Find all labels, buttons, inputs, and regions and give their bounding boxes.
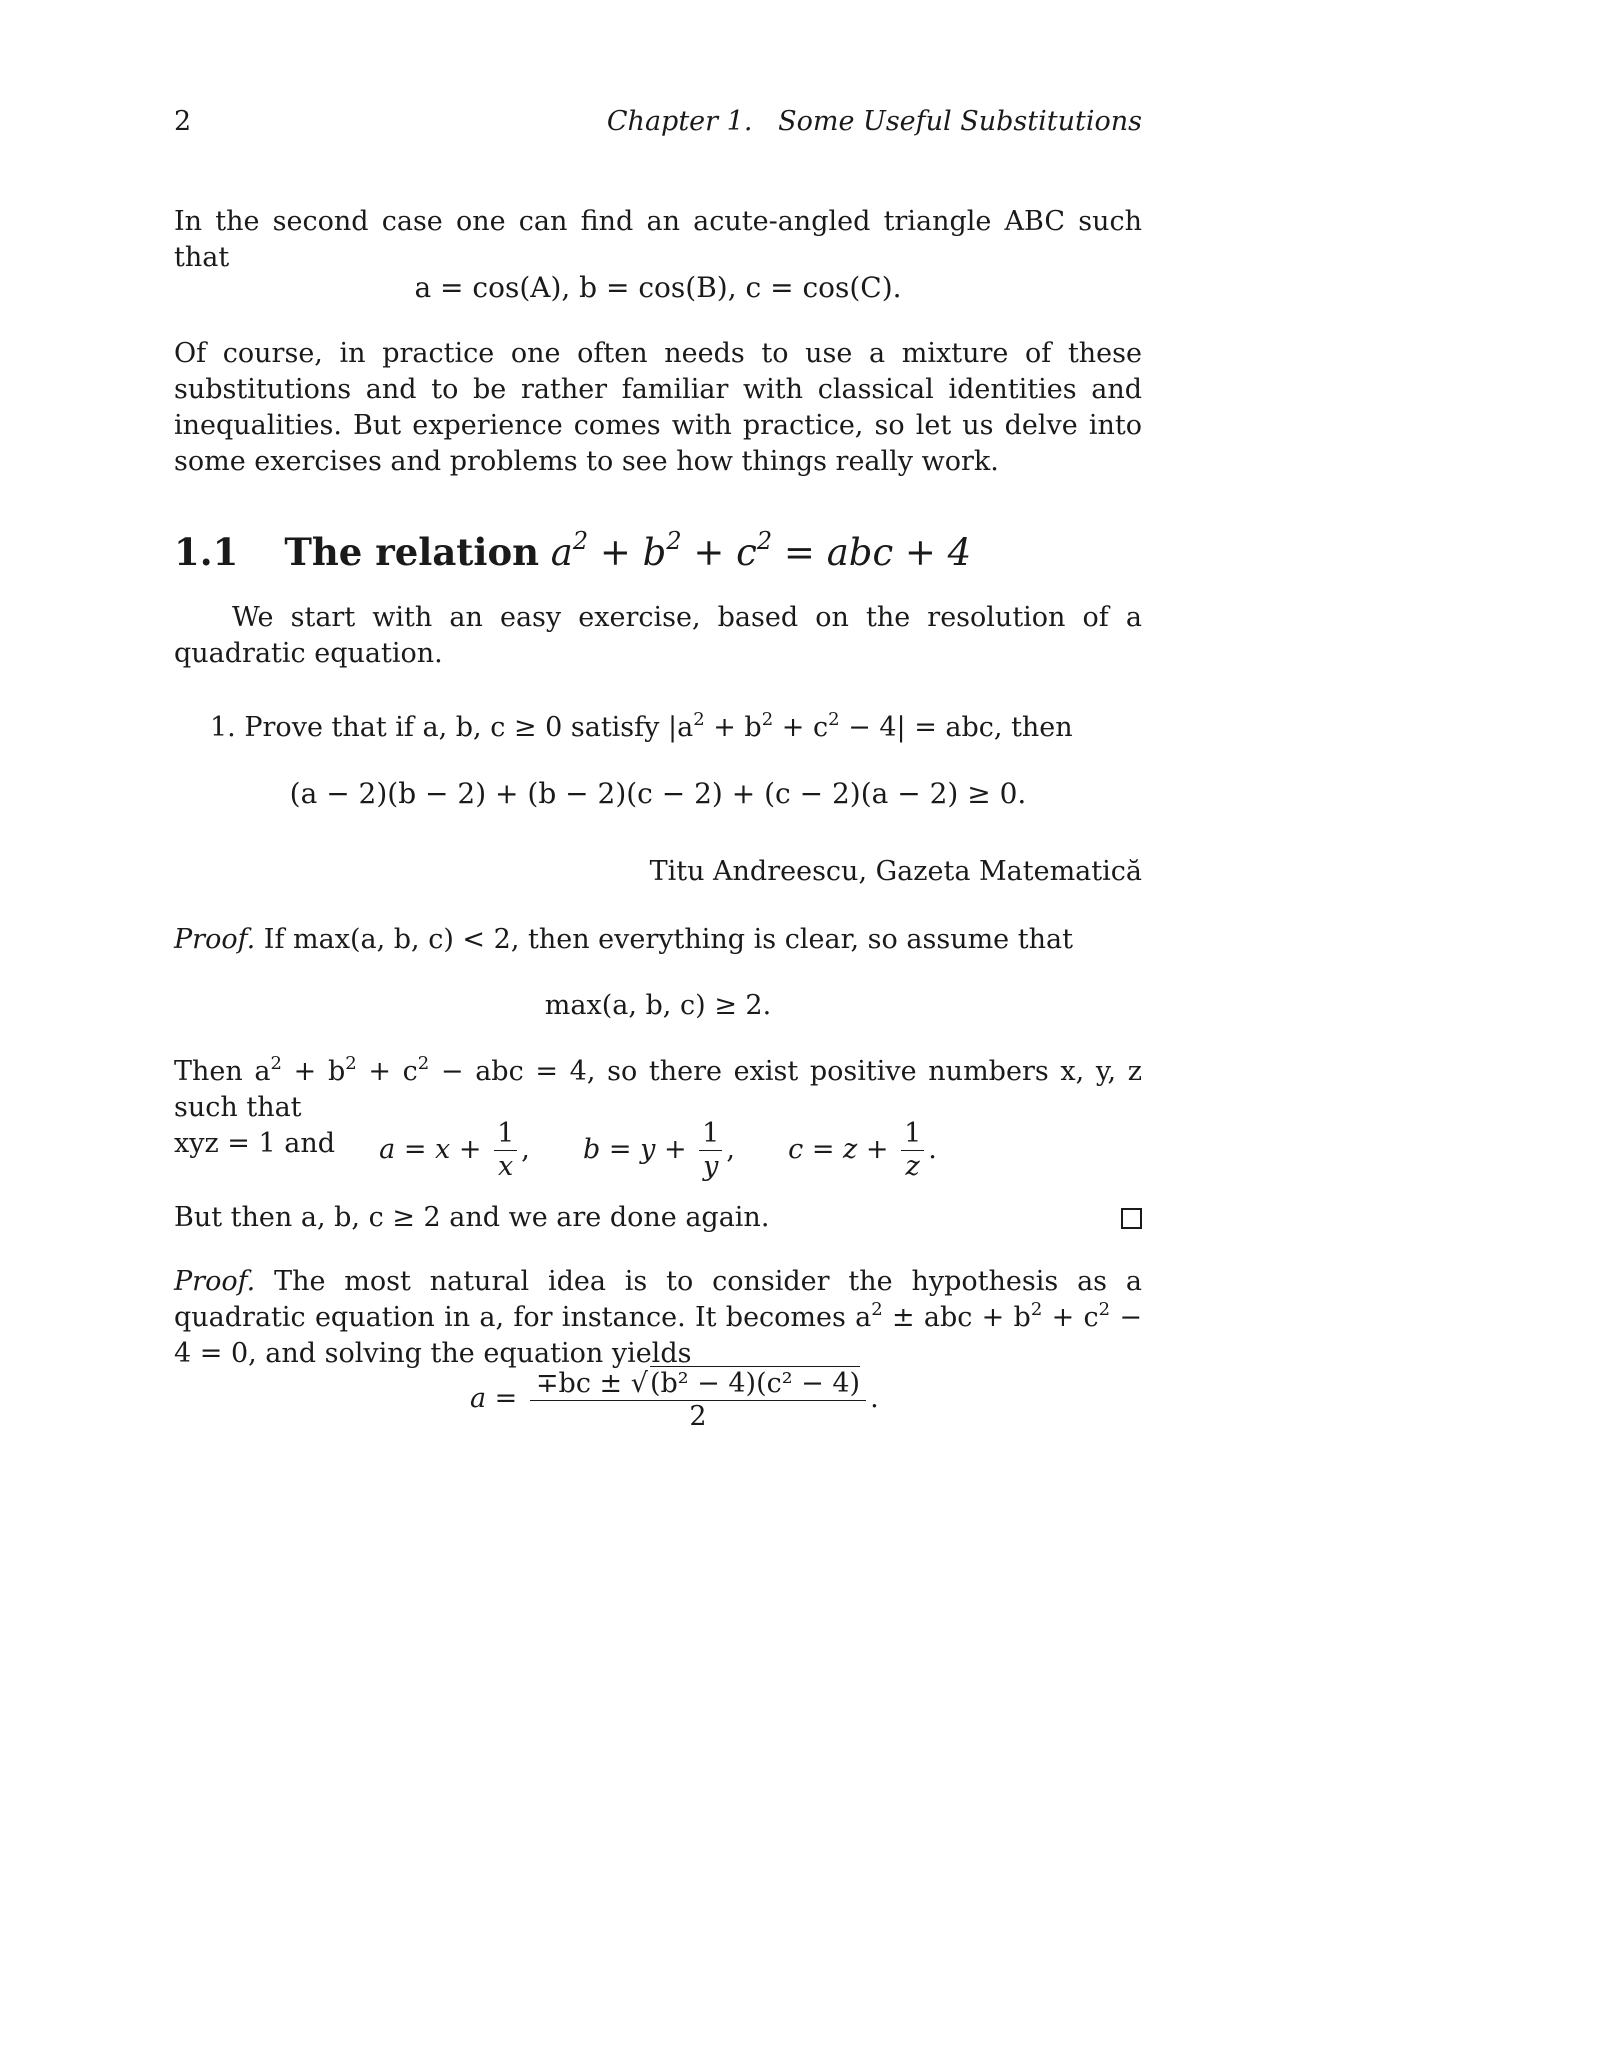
- section-intro: We start with an easy exercise, based on the resolution of a quadratic equation.: [174, 602, 1142, 669]
- fraction-1-over-y: $\frac{1}{y}$: [699, 1118, 722, 1183]
- running-head: Chapter 1. Some Useful Substitutions: [606, 106, 1142, 137]
- intro-paragraph: Of course, in practice one often needs to use a mixture of these substitutions and to be rather familiar with classical identities and inequalities. But experience comes with practice, so let us delve into some exercises and problems to see how things really work.: [174, 338, 1142, 477]
- proof1-conclusion: But then a, b, c ≥ 2 and we are done again.: [174, 1202, 770, 1233]
- quadratic-solution: a = $\frac{\text{∓bc ± √(b² − 4)(c² − 4)}}{2}$ .: [470, 1368, 879, 1432]
- max-equation: max(a, b, c) ≥ 2.: [544, 990, 772, 1021]
- section-title: The relation: [284, 530, 540, 574]
- section-math: $a^2 + b^2 + c^2$ = abc + 4: [550, 527, 972, 574]
- problem-statement: 1. Prove that if a, b, c ≥ 0 satisfy $|a^2 + b^2 + c^2 - 4|$ = abc, then: [210, 709, 1073, 743]
- intro-line: In the second case one can find an acute-angled triangle ABC such that: [174, 206, 1142, 273]
- qed-symbol: [1121, 1208, 1142, 1229]
- page-number: 2: [174, 106, 192, 137]
- cos-equation: a = cos(A), b = cos(B), c = cos(C).: [414, 271, 902, 304]
- section-number: 1.1: [174, 530, 239, 574]
- fraction-1-over-z: $\frac{1}{z}$: [901, 1118, 924, 1183]
- proof1-intro: Proof. If max(a, b, c) < 2, then everything is clear, so assume that: [174, 924, 1073, 955]
- quadratic-fraction: $\frac{\text{∓bc ± √(b² − 4)(c² − 4)}}{2}$: [530, 1366, 866, 1433]
- problem-attribution: Titu Andreescu, Gazeta Matematică: [649, 856, 1142, 887]
- substitution-equations: a = x + $\frac{1}{x}$ , b = y + $\frac{1}{y}$ , c = z + $\frac{1}{z}$ .: [379, 1118, 937, 1182]
- problem-inequality: (a − 2)(b − 2) + (b − 2)(c − 2) + (c − 2)(a − 2) ≥ 0.: [289, 777, 1027, 810]
- proof2-text: Proof. The most natural idea is to consider the hypothesis as a quadratic equation in a, for instance. It becomes $a^2$ ± abc + $b^2 + c^2 - 4 = 0$, and solving the equation yields: [174, 1266, 1142, 1369]
- fraction-1-over-x: $\frac{1}{x}$: [494, 1118, 517, 1183]
- section-heading: [174, 527, 972, 575]
- proof1-then: Then $a^2 + b^2 + c^2$ − abc = 4, so there exist positive numbers x, y, z such that xyz = 1 and: [174, 1053, 1142, 1159]
